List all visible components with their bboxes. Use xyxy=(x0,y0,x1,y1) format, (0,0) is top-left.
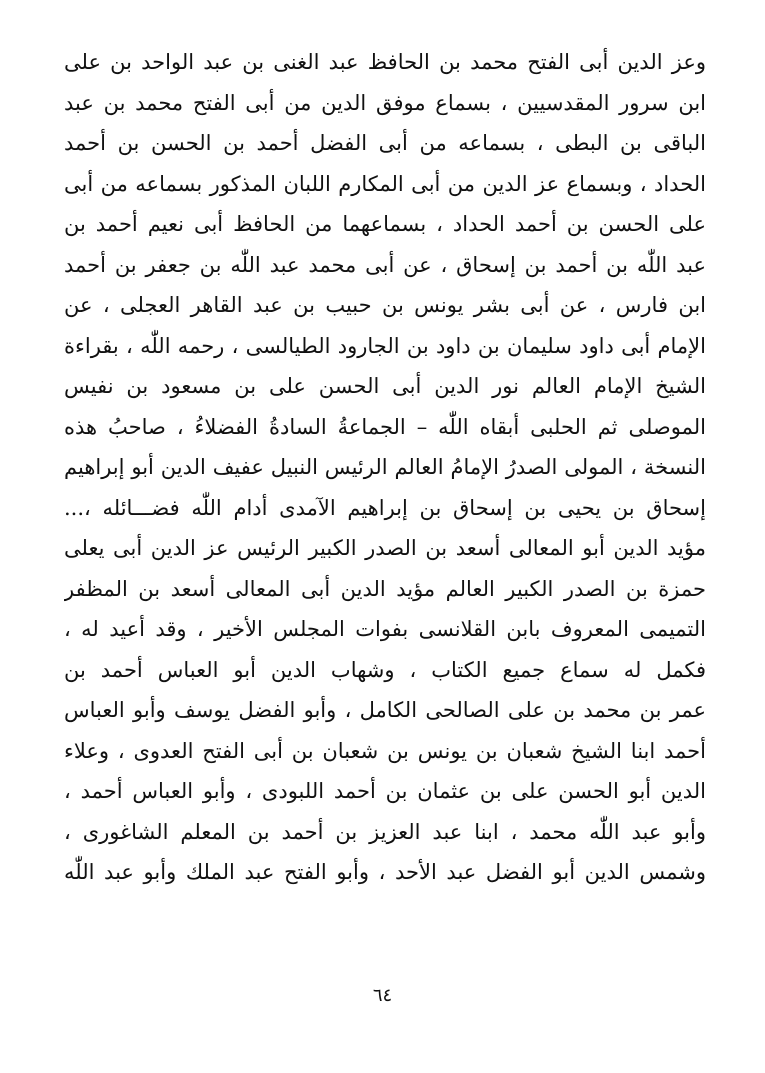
text-line: الباقى بن البطى ، بسماعه من أبى الفضل أحمد بن الحسن بن أحمد xyxy=(64,131,706,155)
text-line: عبد اللّٰه بن أحمد بن إسحاق ، عن أبى محمد عبد اللّٰه بن جعفر بن أحمد xyxy=(64,252,706,277)
text-line: عمر بن محمد بن على الصالحى الكامل ، وأبو الفضل يوسف وأبو العباس xyxy=(64,698,706,722)
text-line: وشمس الدين أبو الفضل عبد الأحد ، وأبو الفتح عبد الملك وأبو عبد اللّٰه xyxy=(64,860,706,884)
text-line: الدين أبو الحسن على بن عثمان بن أحمد اللبودى ، وأبو العباس أحمد ، xyxy=(64,779,706,803)
body-text xyxy=(64,42,706,893)
text-line: وعز الدين أبى الفتح محمد بن الحافظ عبد الغنى بن عبد الواحد بن على xyxy=(64,50,706,74)
text-line: الإمام أبى داود سليمان بن داود بن الجارود الطيالسى ، رحمه اللّٰه ، بقراءة xyxy=(64,333,706,358)
text-line: النسخة ، المولى الصدرُ الإمامُ العالم الرئيس النبيل عفيف الدين أبو إبراهيم xyxy=(64,455,706,479)
document-page xyxy=(64,42,706,1032)
page-number: ٦٤ xyxy=(372,985,393,1006)
text-line: الحداد ، وبسماع عز الدين من أبى المكارم اللبان المذكور بسماعه من أبى xyxy=(64,171,706,196)
text-line: الموصلى ثم الحلبى أبقاه اللّٰه – الجماعةُ السادةُ الفضلاءُ ، صاحبُ هذه xyxy=(64,414,706,439)
text-line: أحمد ابنا الشيخ شعبان بن يونس بن شعبان بن أبى الفتح العدوى ، وعلاء xyxy=(64,738,706,763)
text-line: ابن فارس ، عن أبى بشر يونس بن حبيب بن عبد القاهر العجلى ، عن xyxy=(64,293,706,317)
text-line: فكمل له سماع جميع الكتاب ، وشهاب الدين أبو العباس أحمد بن xyxy=(64,657,706,682)
text-line: حمزة بن الصدر الكبير العالم مؤيد الدين أبى المعالى أسعد بن المظفر xyxy=(64,576,706,601)
text-line: إسحاق بن يحيى بن إسحاق بن إبراهيم الآمدى أدام اللّٰه فضـــائله ،... xyxy=(64,495,706,520)
text-line: على الحسن بن أحمد الحداد ، بسماعهما من الحافظ أبى نعيم أحمد بن xyxy=(64,212,706,236)
text-line: وأبو عبد اللّٰه محمد ، ابنا عبد العزيز بن أحمد بن المعلم الشاغورى ، xyxy=(64,819,706,844)
text-line: مؤيد الدين أبو المعالى أسعد بن الصدر الكبير الرئيس عز الدين أبى يعلى xyxy=(64,536,706,560)
text-line: ابن سرور المقدسيين ، بسماع موفق الدين من أبى الفتح محمد بن عبد xyxy=(64,90,706,115)
text-line: الشيخ الإمام العالم نور الدين أبى الحسن على بن مسعود بن نفيس xyxy=(64,374,706,398)
text-line: التميمى المعروف بابن القلانسى بفوات المجلس الأخير ، وقد أعيد له ، xyxy=(64,617,706,641)
